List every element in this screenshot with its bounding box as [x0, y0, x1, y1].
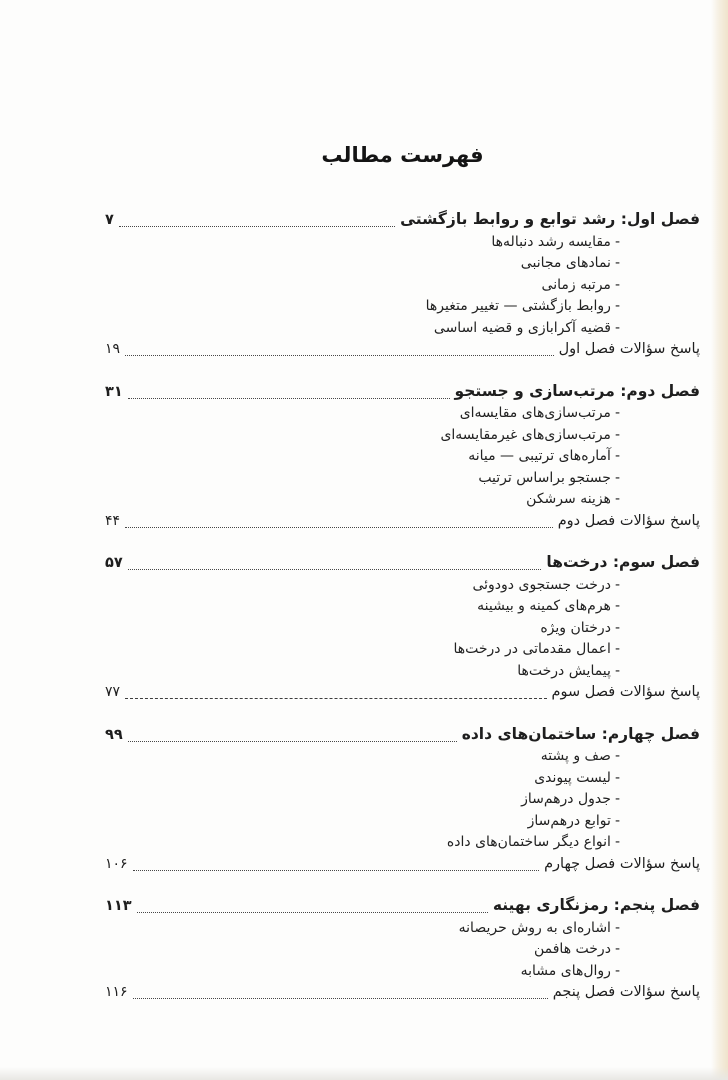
chapter-subitem-list [105, 918, 620, 983]
item-label: درخت هافمن [533, 941, 611, 957]
leader-dots [125, 355, 554, 356]
chapter-subitem-list [105, 746, 620, 854]
item-label: انواع دیگر ساختمان‌های داده [446, 834, 611, 850]
answers-page-number: ۱۹ [105, 341, 121, 357]
item-dash: - [614, 919, 620, 936]
chapter-answers-row [105, 682, 700, 704]
item-dash: - [614, 576, 620, 593]
item-label: قضیه آکرابازی و قضیه اساسی [433, 319, 611, 336]
toc-subitem [105, 446, 620, 468]
chapter-heading-row [105, 552, 700, 575]
toc-subitem [105, 318, 620, 340]
toc-subitem [105, 768, 620, 790]
toc-subitem [105, 253, 620, 275]
chapter-page-number: ۱۱۳ [105, 898, 132, 914]
item-dash: - [614, 255, 620, 271]
answers-label: پاسخ سؤالات فصل دوم [557, 512, 700, 529]
toc-chapter [105, 209, 700, 361]
item-label: مرتبه زمانی [541, 276, 611, 293]
item-dash: - [614, 469, 620, 486]
item-dash: - [614, 834, 620, 850]
answers-label: پاسخ سؤالات فصل پنجم [552, 984, 700, 1000]
chapter-answers-row [105, 854, 700, 876]
chapter-page-number: ۷ [105, 212, 114, 228]
toc-subitem [105, 939, 620, 961]
scan-edge-bottom [0, 1067, 728, 1080]
item-label: روابط بازگشتی — تغییر متغیرها [425, 298, 611, 314]
toc-subitem [105, 232, 620, 254]
leader-dots [137, 912, 488, 913]
item-label: توابع درهم‌ساز [527, 812, 611, 829]
chapter-heading-row [105, 209, 700, 232]
item-dash: - [614, 941, 620, 957]
item-dash: - [614, 962, 620, 979]
toc-subitem [105, 618, 620, 640]
answers-page-number: ۱۱۶ [105, 984, 128, 1000]
item-label: مرتب‌سازی‌های غیرمقایسه‌ای [440, 426, 611, 443]
table-of-contents [105, 209, 700, 1004]
item-label: هرم‌های کمینه و بیشینه [477, 598, 611, 614]
chapter-page-number: ۹۹ [105, 726, 123, 743]
toc-subitem [105, 918, 620, 940]
toc-subitem [105, 296, 620, 318]
leader-dots [133, 998, 548, 999]
toc-subitem [105, 425, 620, 447]
chapter-title: فصل چهارم: ساختمان‌های داده [461, 724, 700, 743]
leader-dots [133, 870, 540, 871]
leader-dots [128, 569, 542, 570]
answers-label: پاسخ سؤالات فصل اول [558, 341, 700, 357]
item-dash: - [614, 619, 620, 636]
chapter-page-number: ۵۷ [105, 555, 123, 571]
scan-edge-right [711, 0, 728, 1080]
item-dash: - [614, 791, 620, 807]
chapter-title: فصل سوم: درخت‌ها [546, 553, 700, 571]
toc-chapter [105, 895, 700, 1004]
item-dash: - [614, 598, 620, 614]
chapter-answers-row [105, 339, 700, 361]
chapter-title: فصل پنجم: رمزنگاری بهینه [492, 896, 700, 914]
item-label: صف و پشته [540, 748, 611, 764]
chapter-page-number: ۳۱ [105, 383, 123, 400]
item-dash: - [614, 319, 620, 336]
toc-subitem [105, 746, 620, 768]
leader-dots [125, 527, 553, 528]
answers-page-number: ۷۷ [105, 684, 121, 700]
chapter-heading-row [105, 381, 700, 404]
item-label: درخت جستجوی دودوئی [472, 576, 611, 593]
item-label: جستجو براساس ترتیب [478, 469, 611, 486]
toc-chapter [105, 724, 700, 876]
toc-subitem [105, 275, 620, 297]
item-label: اعمال مقدماتی در درخت‌ها [453, 641, 611, 657]
item-dash: - [614, 491, 620, 507]
toc-subitem [105, 468, 620, 490]
answers-label: پاسخ سؤالات فصل چهارم [544, 855, 700, 872]
item-label: مقایسه رشد دنباله‌ها [491, 233, 611, 250]
item-dash: - [614, 641, 620, 657]
chapter-subitem-list [105, 575, 620, 683]
toc-subitem [105, 832, 620, 854]
item-dash: - [614, 426, 620, 443]
answers-page-number: ۴۴ [105, 512, 121, 529]
item-label: اشاره‌ای به روش حریصانه [458, 919, 611, 936]
item-label: جدول درهم‌ساز [521, 791, 611, 807]
leader-dots [128, 398, 450, 399]
chapter-title: فصل اول: رشد توابع و روابط بازگشتی [400, 210, 700, 228]
item-dash: - [614, 405, 620, 421]
item-label: لیست پیوندی [534, 769, 611, 786]
toc-chapter [105, 552, 700, 704]
item-label: درختان ویژه [540, 619, 611, 636]
item-dash: - [614, 448, 620, 464]
item-label: نمادهای مجانبی [520, 255, 611, 271]
item-dash: - [614, 298, 620, 314]
answers-label: پاسخ سؤالات فصل سوم [551, 684, 700, 700]
item-dash: - [614, 662, 620, 679]
item-dash: - [614, 812, 620, 829]
leader-dots [119, 226, 395, 227]
toc-subitem [105, 575, 620, 597]
toc-subitem [105, 789, 620, 811]
leader-dots [125, 698, 546, 699]
item-label: آماره‌های ترتیبی — میانه [468, 448, 611, 464]
chapter-subitem-list [105, 403, 620, 511]
item-label: هزینه سرشکن [526, 491, 611, 507]
chapter-subitem-list [105, 232, 620, 340]
chapter-heading-row [105, 724, 700, 747]
toc-subitem [105, 811, 620, 833]
item-label: مرتب‌سازی‌های مقایسه‌ای [459, 405, 611, 421]
toc-subitem [105, 596, 620, 618]
item-dash: - [614, 748, 620, 764]
toc-subitem [105, 961, 620, 983]
toc-subitem [105, 661, 620, 683]
chapter-answers-row [105, 511, 700, 533]
answers-page-number: ۱۰۶ [105, 855, 128, 872]
page-title: فهرست مطالب [321, 143, 484, 167]
item-dash: - [614, 233, 620, 250]
toc-chapter [105, 381, 700, 533]
item-label: روال‌های مشابه [520, 962, 611, 979]
page-content [105, 0, 700, 1004]
item-dash: - [614, 276, 620, 293]
chapter-heading-row [105, 895, 700, 918]
toc-subitem [105, 489, 620, 511]
chapter-title: فصل دوم: مرتب‌سازی و جستجو [454, 381, 700, 400]
leader-dots [128, 741, 457, 742]
item-dash: - [614, 769, 620, 786]
toc-subitem [105, 403, 620, 425]
item-label: پیمایش درخت‌ها [517, 662, 611, 679]
toc-subitem [105, 639, 620, 661]
chapter-answers-row [105, 982, 700, 1004]
